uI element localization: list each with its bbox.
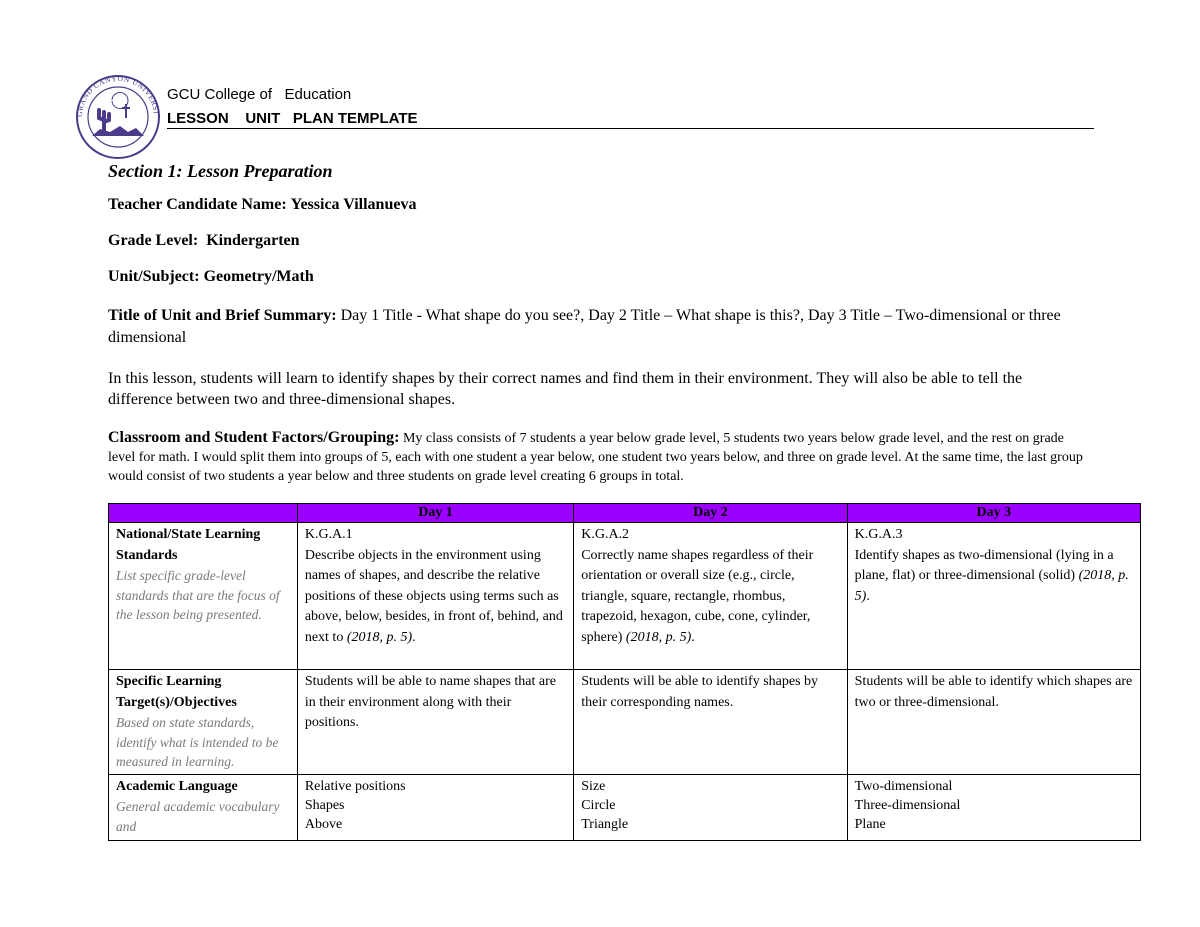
- standard-text: Correctly name shapes regardless of their orientation or overall size (e.g., circle, triangle, square, rectangle, rhombus, trapezoid, hexagon, cube, cone, cylinder, sphere): [581, 547, 814, 645]
- table-row: [109, 523, 1141, 670]
- unit-field: [108, 268, 314, 286]
- objective-day-2: Students will be able to identify shapes by their corresponding names.: [574, 670, 847, 775]
- header-day-3: Day 3: [847, 504, 1140, 523]
- objective-day-3: Students will be able to identify which shapes are two or three-dimensional.: [847, 670, 1140, 775]
- standard-text: Identify shapes as two-dimensional (lying in a plane, flat) or three-dimensional (solid): [854, 547, 1114, 583]
- list-item: Shapes: [304, 797, 345, 813]
- list-item: Plane: [854, 816, 886, 832]
- vocabulary-day-1: [297, 774, 573, 840]
- list-item: Above: [304, 816, 343, 832]
- template-title: LESSON UNIT PLAN TEMPLATE: [167, 110, 418, 127]
- row-label-cell: [109, 670, 298, 775]
- list-item: Circle: [581, 797, 616, 813]
- row-label: National/State Learning Standards: [116, 527, 261, 563]
- row-note: General academic vocabulary and: [116, 799, 280, 834]
- unit-summary: [108, 305, 1068, 349]
- row-note: List specific grade-level standards that are the focus of the lesson being presented.: [116, 568, 280, 622]
- standards-day-3: K.G.A.3 Identify shapes as two-dimensional (lying in a plane, flat) or three-dimensional (solid) (2018, p. 5).: [847, 523, 1140, 670]
- vocabulary-day-3: [847, 774, 1140, 840]
- standard-citation-page: , p. 5): [658, 629, 692, 645]
- unit-value: Geometry/Math: [203, 268, 314, 285]
- standards-day-2: K.G.A.2 Correctly name shapes regardless of their orientation or overall size (e.g., circle, triangle, square, rectangle, rhombus, trapezoid, hexagon, cube, cone, cylinder, sphere) (2018, p. 5).: [574, 523, 847, 670]
- grade-label: Grade Level:: [108, 232, 199, 249]
- row-label: Specific Learning Target(s)/Objectives: [116, 674, 237, 710]
- standard-code: K.G.A.2: [581, 527, 630, 542]
- list-item: Triangle: [581, 816, 629, 832]
- seal-text: GRAND CANYON UNIVERSI: [74, 74, 161, 118]
- teacher-label: Teacher Candidate Name:: [108, 196, 287, 213]
- grade-field: [108, 232, 300, 250]
- row-label-cell: [109, 523, 298, 670]
- lesson-paragraph: In this lesson, students will learn to identify shapes by their correct names and find them in their environment. They will also be able to tell the difference between two and three-dimensional shapes.: [108, 370, 1023, 408]
- factors-value: My class consists of 7 students a year below grade level, 5 students two years below grade level, and the rest on grade level for math. I would split them into groups of 5, each with one student a year below, one student two years below, and three on grade level. At the same time, the last group would consist of two students a year below and three students on grade level creating 6 groups in total.: [108, 431, 1083, 484]
- lesson-plan-table: [108, 503, 1141, 841]
- list-item: Relative positions: [304, 778, 406, 794]
- college-name: GCU College of Education: [167, 86, 352, 103]
- table-row: [109, 774, 1141, 840]
- standard-citation-year: (2018: [1078, 568, 1112, 583]
- summary-label: Title of Unit and Brief Summary:: [108, 307, 337, 324]
- teacher-field: [108, 196, 416, 214]
- list-item: Size: [581, 778, 606, 794]
- standard-citation-page: , p. 5): [379, 629, 413, 645]
- header-day-2: Day 2: [574, 504, 847, 523]
- grade-value: Kindergarten: [206, 232, 300, 249]
- row-label: Academic Language: [116, 778, 238, 794]
- list-item: Three-dimensional: [854, 797, 961, 813]
- standard-citation-year: (2018: [346, 629, 380, 645]
- standard-code: K.G.A.1: [304, 527, 353, 542]
- row-label-cell: [109, 774, 298, 840]
- list-item: Two-dimensional: [854, 778, 953, 794]
- classroom-factors: [108, 428, 1093, 486]
- standard-citation-page: , p. 5): [854, 568, 1129, 604]
- vocabulary-day-2: [574, 774, 847, 840]
- header-underline: [167, 128, 1094, 129]
- header-day-1: Day 1: [297, 504, 573, 523]
- table-row: [109, 670, 1141, 775]
- row-note: Based on state standards, identify what is intended to be measured in learning.: [116, 715, 279, 769]
- section-title: Section 1: Lesson Preparation: [108, 161, 333, 181]
- factors-label: Classroom and Student Factors/Grouping:: [108, 429, 400, 446]
- standard-citation-year: (2018: [625, 629, 659, 645]
- table-header-row: [109, 504, 1141, 523]
- university-seal-logo: [70, 74, 166, 160]
- header-blank-cell: [109, 504, 298, 523]
- standards-day-1: K.G.A.1 Describe objects in the environment using names of shapes, and describe the relative positions of these objects using terms such as above, below, besides, in front of, behind, and next to (2018, p. 5).: [297, 523, 573, 670]
- standard-code: K.G.A.3: [854, 527, 903, 542]
- standard-text: Describe objects in the environment using names of shapes, and describe the relative positions of these objects using terms such as above, below, besides, in front of, behind, and next to: [304, 547, 563, 645]
- summary-value: Day 1 Title - What shape do you see?, Day 2 Title – What shape is this?, Day 3 Title – Two-dimensional or three dimensional: [108, 307, 1061, 346]
- unit-label: Unit/Subject:: [108, 268, 200, 285]
- objective-day-1: Students will be able to name shapes that are in their environment along with their positions.: [297, 670, 573, 775]
- teacher-value: Yessica Villanueva: [290, 196, 417, 213]
